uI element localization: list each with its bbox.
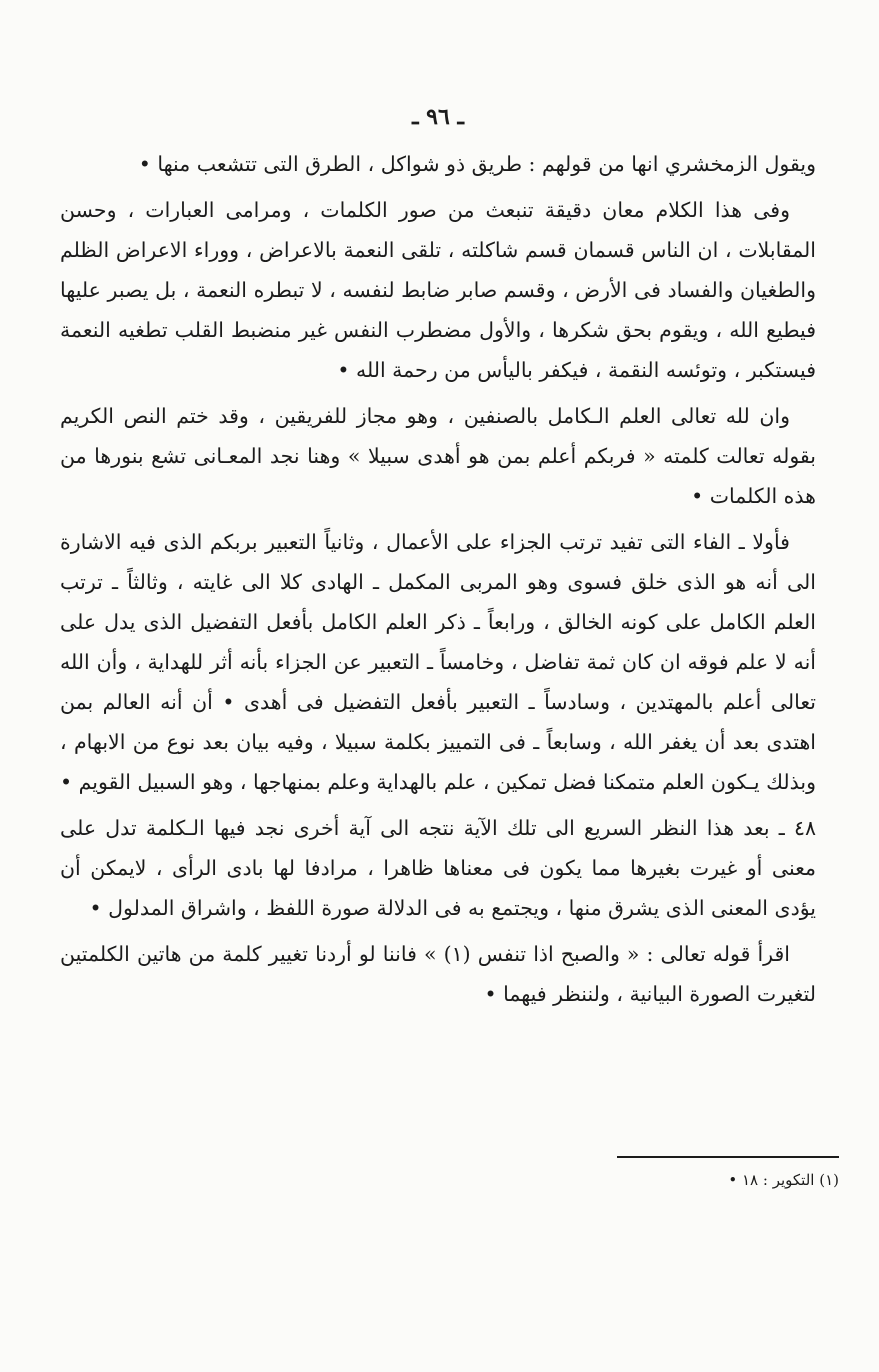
paragraph-verse-quote: اقرأ قوله تعالى : « والصبح اذا تنفس (١) » فاننا لو أردنا تغيير كلمة من هاتين الكلمتين لتغيرت الصورة البيانية ، ولننظر فيهما • <box>60 942 816 1006</box>
paragraph-section-48: ٤٨ ـ بعد هذا النظر السريع الى تلك الآية نتجه الى آية أخرى نجد فيها الـكلمة تدل على معنى أو غيرت بغيرها مما يكون فى معناها ظاهرا ، مرادفا لها بادى الرأى ، لايمكن أن يؤدى المعنى الذى يشرق منها ، ويجتمع به فى الدلالة صورة اللفظ ، واشراق المدلول • <box>60 816 816 920</box>
footnote: (١) التكوير : ١٨ • <box>728 1171 839 1189</box>
footnote-divider <box>617 1156 839 1158</box>
paragraph-seven-points: فأولا ـ الفاء التى تفيد ترتب الجزاء على الأعمال ، وثانياً التعبير بربكم الذى فيه الاشارة الى أنه هو الذى خلق فسوى وهو المربى المكمل ـ الهادى كلا الى غايته ، وثالثاً ـ ترتب العلم الكامل على كونه الخالق ، ورابعاً ـ ذكر العلم الكامل بأفعل التفضيل الذى يدل على أنه لا علم فوقه ان كان ثمة تفاضل ، وخامساً ـ التعبير عن الجزاء بأنه أثر للهداية ، وأن الله تعالى أعلم بالمهتدين ، وسادساً ـ التعبير بأفعل التفضيل فى أهدى • أن أنه العالم بمن اهتدى بعد أن يغفر الله ، وسابعاً ـ فى التمييز بكلمة سبيلا ، وفيه بيان بعد نوع من الابهام ، وبذلك يـكون العلم متمكنا فضل تمكين ، علم بالهداية وعلم بمنهاجها ، وهو السبيل القويم • <box>60 530 816 794</box>
page-number: ـ ٩٦ ـ <box>412 104 464 130</box>
paragraph-zamakhshari: ويقول الزمخشري انها من قولهم : طريق ذو شواكل ، الطرق التى تتشعب منها • <box>138 152 816 176</box>
book-page <box>60 104 816 1324</box>
paragraph-two-groups: وفى هذا الكلام معان دقيقة تنبعث من صور الكلمات ، ومرامى العبارات ، وحسن المقابلات ، ان الناس قسمان قسم شاكلته ، تلقى النعمة بالاعراض ، ووراء الاعراض الظلم والطغيان والفساد فى الأرض ، وقسم صابر ضابط لنفسه ، لا تبطره النعمة ، بل يصبر عليها فيطيع الله ، ويقوم بحق شكرها ، والأول مضطرب النفس غير منضبط القلب تطغيه النعمة فيستكبر ، وتوئسه النقمة ، فيكفر باليأس من رحمة الله • <box>60 198 816 382</box>
paragraph-divine-knowledge: وان لله تعالى العلم الـكامل بالصنفين ، وهو مجاز للفريقين ، وقد ختم النص الكريم بقوله تعالت كلمته « فربكم أعلم بمن هو أهدى سبيلا » وهنا نجد المعـانى تشع بنورها من هذه الكلمات • <box>60 404 816 508</box>
